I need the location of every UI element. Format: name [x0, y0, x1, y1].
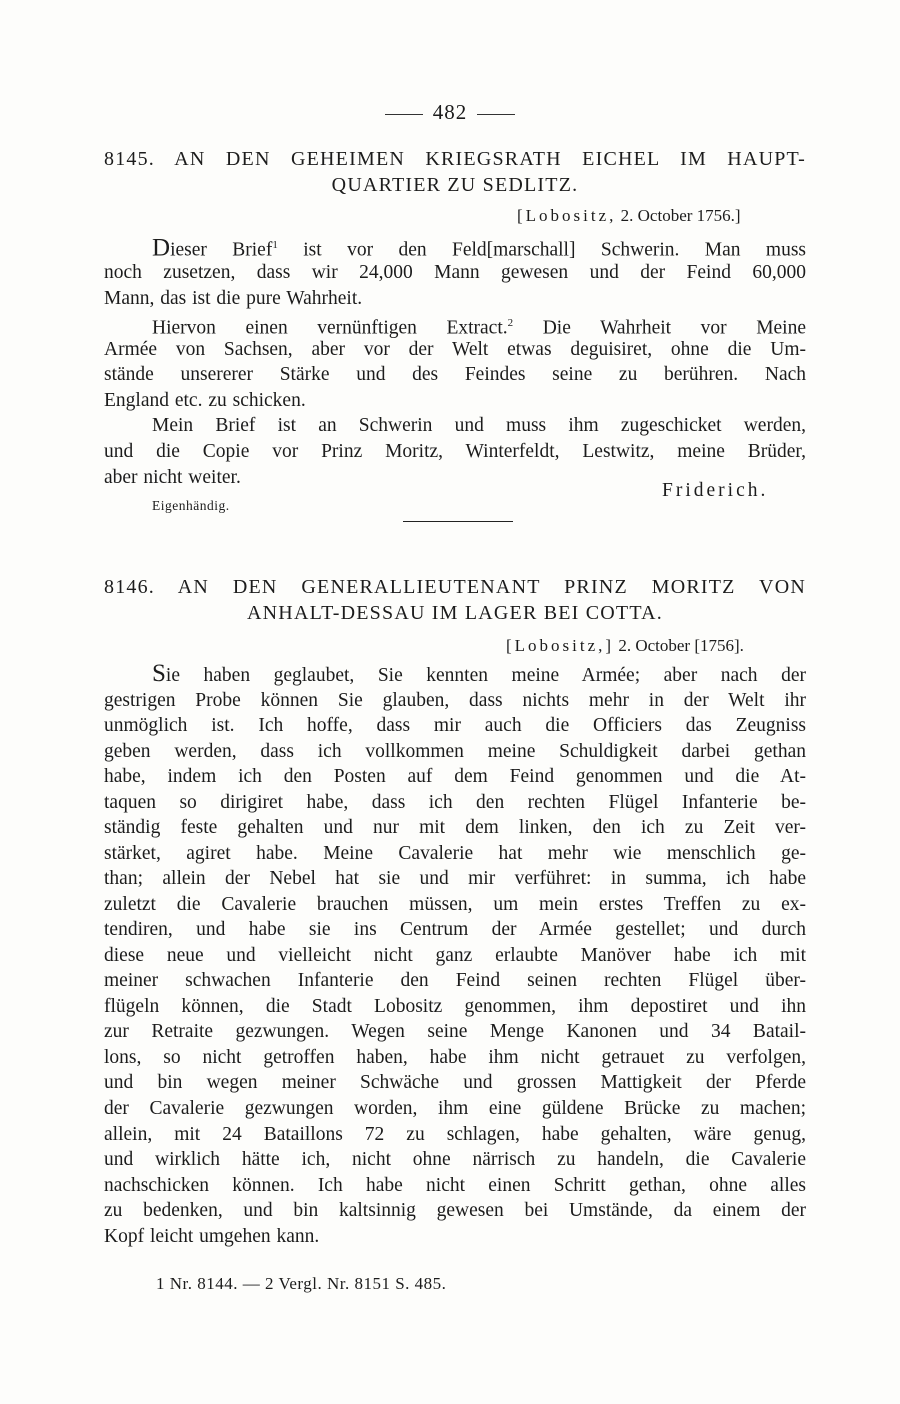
dash-left: [385, 114, 423, 115]
section-divider: [403, 521, 513, 522]
line-8146-9: than; allein der Nebel hat sie und mir verführet: in summa, ich habe: [104, 868, 806, 889]
line-8146-7: ständig feste gehalten und nur mit dem linken, den ich zu Zeit ver-: [104, 817, 806, 838]
line-8146-16: lons, so nicht getroffen haben, habe ihm nicht getrauet zu verfolgen,: [104, 1047, 806, 1068]
autograph-note: Eigenhändig.: [152, 498, 230, 513]
line-8145-9: und die Copie vor Prinz Moritz, Winterfeldt, Lestwitz, meine Brüder,: [104, 441, 806, 462]
line-8145-10: aber nicht weiter.: [104, 467, 241, 488]
line-8145-7: England etc. zu schicken.: [104, 390, 306, 411]
heading-8145-line1: 8145. AN DEN GEHEIMEN KRIEGSRATH EICHEL IM HAUPT-: [104, 148, 806, 170]
line-8146-1: Sie haben geglaubet, Sie kennten meine Armée; aber nach der: [152, 660, 806, 687]
line-8146-15: zur Retraite gezwungen. Wegen seine Menge Kanonen und 34 Batail-: [104, 1021, 806, 1042]
line-8145-6: stände unsererer Stärke und des Feindes seine zu berühren. Nach: [104, 364, 806, 385]
line-8146-4: geben werden, dass ich vollkommen meine Schuldigkeit darbei gethan: [104, 741, 806, 762]
line-8145-8: Mein Brief ist an Schwerin und muss ihm zugeschicket werden,: [152, 415, 806, 436]
dateline-8146-date: 2. October [1756].: [618, 636, 744, 655]
line-8146-8: stärket, agiret habe. Meine Cavalerie hat mehr wie menschlich ge-: [104, 843, 806, 864]
signature: Friderich.: [662, 480, 769, 501]
dateline-8145: [517, 206, 741, 226]
dropcap-8145: D: [152, 234, 171, 262]
line-8146-21: nachschicken können. Ich habe nicht einen Schritt gethan, ohne alles: [104, 1175, 806, 1196]
line-8146-3: unmöglich ist. Ich hoffe, dass mir auch die Officiers das Zeugniss: [104, 715, 806, 736]
line-8146-10: zuletzt die Cavalerie brauchen müssen, um mein erstes Treffen zu ex-: [104, 894, 806, 915]
line-8146-19: allein, mit 24 Bataillons 72 zu schlagen, habe gehalten, wäre genug,: [104, 1124, 806, 1145]
line-8146-2: gestrigen Probe können Sie glauben, dass nichts mehr in der Welt ihr: [104, 690, 806, 711]
page-number-text: 482: [432, 100, 468, 124]
heading-8146-line1: 8146. AN DEN GENERALLIEUTENANT PRINZ MORITZ VON: [104, 576, 806, 598]
line-8145-5: Armée von Sachsen, aber vor der Welt etwas deguisiret, ohne die Um-: [104, 339, 806, 360]
line-8146-18: der Cavalerie gezwungen worden, ihm eine güldene Brücke zu machen;: [104, 1098, 806, 1119]
line-8146-13: meiner schwachen Infanterie den Feind seinen rechten Flügel über-: [104, 970, 806, 991]
line-8146-20: und wirklich hätte ich, nicht ohne närrisch zu handeln, die Cavalerie: [104, 1149, 806, 1170]
page-number: [0, 100, 900, 125]
dateline-8145-date: 2. October 1756.]: [620, 206, 741, 225]
line-8146-12: diese neue und vielleicht nicht ganz erlaubte Manöver habe ich mit: [104, 945, 806, 966]
dateline-8146: [506, 636, 744, 656]
line-8146-14: flügeln können, die Stadt Lobositz genommen, ihm depostiret und ihn: [104, 996, 806, 1017]
line-8145-1: Dieser Brief$^1$ ist vor den Feld[marschall] Schwerin. Man muss: [152, 234, 807, 262]
dateline-8145-place: [Lobositz,: [517, 206, 617, 225]
footnotes: 1 Nr. 8144. — 2 Vergl. Nr. 8151 S. 485.: [156, 1274, 447, 1293]
dropcap-8146: S: [152, 660, 166, 687]
line-8146-23: Kopf leicht umgehen kann.: [104, 1226, 320, 1247]
line-8145-3: Mann, das ist die pure Wahrheit.: [104, 288, 363, 309]
line-8146-5: habe, indem ich den Posten auf dem Feind genommen und die At-: [104, 766, 806, 787]
heading-8145: [104, 146, 806, 198]
line-8146-11: tendiren, und habe sie ins Centrum der Armée gestellet; und durch: [104, 919, 806, 940]
footnote-ref-2: 2: [507, 317, 514, 329]
line-8145-2: noch zusetzen, dass wir 24,000 Mann gewesen und der Feind 60,000: [104, 262, 806, 283]
line-8146-17: und bin wegen meiner Schwäche und grossen Mattigkeit der Pferde: [104, 1072, 806, 1093]
line-8146-22: zu bedenken, und bin kaltsinnig gewesen bei Umstände, da einem der: [104, 1200, 806, 1221]
footnote-ref-1: 1: [272, 239, 278, 251]
dash-right: [477, 114, 515, 115]
heading-8146: [104, 574, 806, 626]
heading-8146-line2: ANHALT-DESSAU IM LAGER BEI COTTA.: [247, 602, 663, 624]
line-8146-6: taquen so dirigiret habe, dass ich den rechten Flügel Infanterie be-: [104, 792, 806, 813]
dateline-8146-place: [Lobositz,]: [506, 636, 615, 655]
line-8145-4: Hiervon einen vernünftigen Extract.$^2$ Die Wahrheit vor Meine: [152, 317, 807, 339]
heading-8145-line2: QUARTIER ZU SEDLITZ.: [331, 174, 579, 196]
